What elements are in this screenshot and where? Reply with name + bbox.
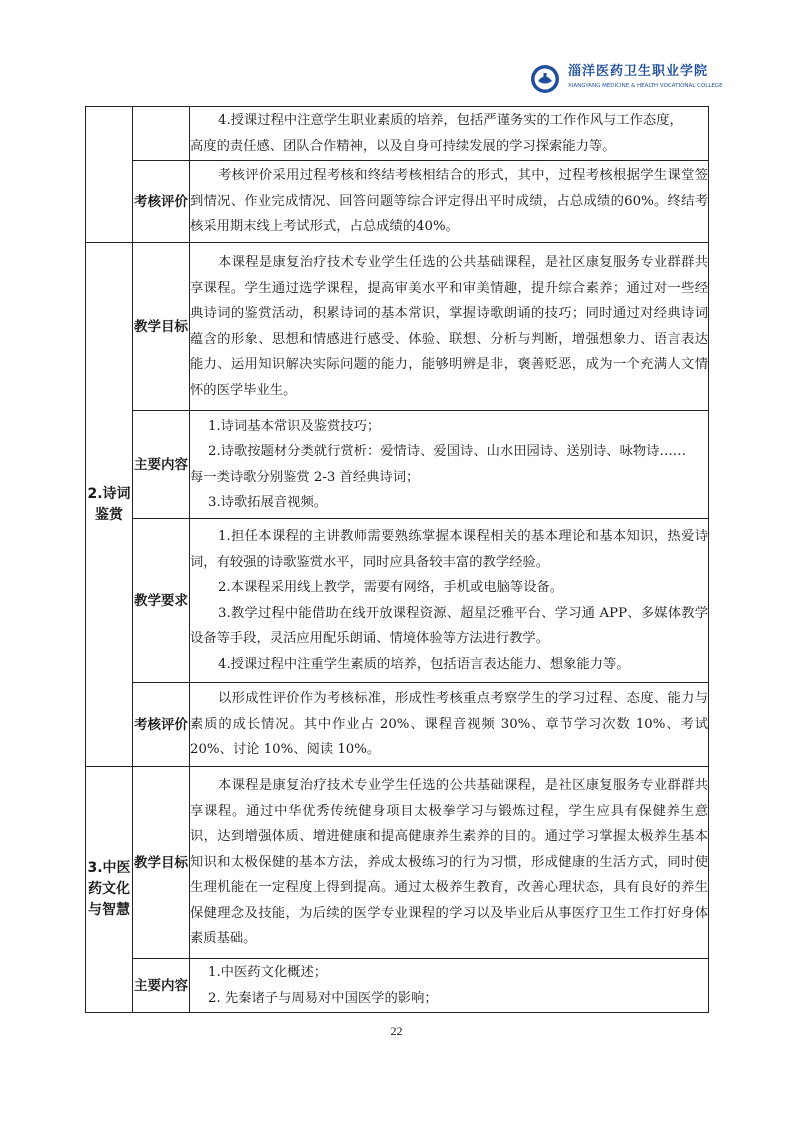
assess-text: 考核评价采用过程考核和终结考核相结合的形式，其中，过程考核根据学生课堂签到情况、作业完成情况、回答问题等综合评定得出平时成绩，占总成绩的60%。终结考核采用期末线上考试形式，占总成绩的40%。 (190, 168, 708, 235)
section-label-tcm: 3.中医药文化与智慧 (86, 767, 133, 1013)
list-item: 2.本课程采用线上教学，需要有网络，手机或电脑等设备。 (218, 580, 564, 595)
content-cell (190, 107, 709, 161)
assess-text: 以形成性评价作为考核标准，形成性考核重点考察学生的学习过程、态度、能力与素质的成长情况。其中作业占 20%、课程音视频 30%、章节学习次数 10%、考试 20%、讨论 10%、阅读 10%。 (190, 691, 708, 758)
content-cell (190, 767, 709, 959)
text-line: 高度的责任感、团队合作精神，以及自身可持续发展的学习探索能力等。 (190, 138, 616, 154)
college-emblem-icon (530, 64, 560, 94)
assess-label: 考核评价 (133, 161, 190, 243)
label-cell-empty (133, 107, 190, 161)
goal-text: 本课程是康复治疗技术专业学生任选的公共基础课程，是社区康复服务专业群群共享课程。通过中华优秀传统健身项目太极拳学习与锻炼过程，学生应具有保健养生意识，达到增强体质、增进健康和提高健康养生素养的目的。通过学习掌握太极养生基本知识和太极保健的基本方法，养成太极练习的行为习惯，形成健康的生活方式，同时使生理机能在一定程度上得到提高。通过太极养生教育，改善心理状态，具有良好的养生保健理念及技能，为后续的医学专业课程的学习以及毕业后从事医疗卫生工作打好身体素质基础。 (190, 778, 708, 947)
college-name: 淄洋医药卫生职业学院 (568, 64, 709, 79)
table-row (86, 243, 709, 411)
content-label: 主要内容 (133, 959, 190, 1013)
content-cell (190, 959, 709, 1013)
college-name-en: XIANGYANG MEDICINE & HEALTH VOCATIONAL COLLEGE (568, 83, 723, 89)
goal-text: 本课程是康复治疗技术专业学生任选的公共基础课程，是社区康复服务专业群群共享课程。学生通过选学课程，提高审美水平和审美情趣，提升综合素养；通过对一些经典诗词的鉴赏活动，积累诗词的基本常识，掌握诗歌朗诵的技巧；同时通过对经典诗词蕴含的形象、思想和情感进行感受、体验、联想、分析与判断，增强想象力、语言表达能力、运用知识解决实际问题的能力，能够明辨是非，褒善贬恶，成为一个充满人文情怀的医学毕业生。 (190, 255, 708, 398)
course-table (85, 106, 709, 1013)
page-number: 22 (390, 1024, 403, 1038)
text-line: 4.授课过程中注意学生职业素质的培养，包括严谨务实的工作作风与工作态度， (218, 113, 683, 128)
college-logo (530, 64, 723, 94)
table-row (86, 161, 709, 243)
table-row (86, 107, 709, 161)
content-cell (190, 411, 709, 519)
table-row (86, 767, 709, 959)
list-item: 1.中医药文化概述； (208, 965, 328, 980)
list-item: 每一类诗歌分别鉴赏 2-3 首经典诗词； (190, 469, 420, 485)
list-item: 2. 先秦诸子与周易对中国医学的影响； (208, 990, 438, 1006)
list-item: 1.诗词基本常识及鉴赏技巧； (208, 418, 381, 434)
req-label: 教学要求 (133, 519, 190, 683)
list-item: 3.诗歌拓展音视频。 (208, 495, 328, 510)
content-cell (190, 161, 709, 243)
goal-label: 教学目标 (133, 243, 190, 411)
list-item: 3.教学过程中能借助在线开放课程资源、超星泛雅平台、学习通 APP、多媒体教学设备等手段，灵活应用配乐朗诵、情境体验等方法进行教学。 (190, 605, 708, 646)
content-label: 主要内容 (133, 411, 190, 519)
table-row (86, 683, 709, 767)
assess-label: 考核评价 (133, 683, 190, 767)
table-row (86, 519, 709, 683)
content-cell (190, 683, 709, 767)
list-item: 2.诗歌按题材分类就行赏析：爱情诗、爱国诗、山水田园诗、送别诗、咏物诗…… (208, 444, 687, 459)
section-label-poetry: 2.诗词鉴赏 (86, 243, 133, 767)
goal-label: 教学目标 (133, 767, 190, 959)
list-item: 4.授课过程中注重学生素质的培养，包括语言表达能力、想象能力等。 (218, 656, 630, 672)
list-item: 1.担任本课程的主讲教师需要熟练掌握本课程相关的基本理论和基本知识，热爱诗词，有较强的诗歌鉴赏水平，同时应具备较丰富的教学经验。 (190, 529, 708, 570)
table-row (86, 411, 709, 519)
content-cell (190, 519, 709, 683)
content-cell (190, 243, 709, 411)
section-cell-prev (86, 107, 133, 243)
table-row (86, 959, 709, 1013)
